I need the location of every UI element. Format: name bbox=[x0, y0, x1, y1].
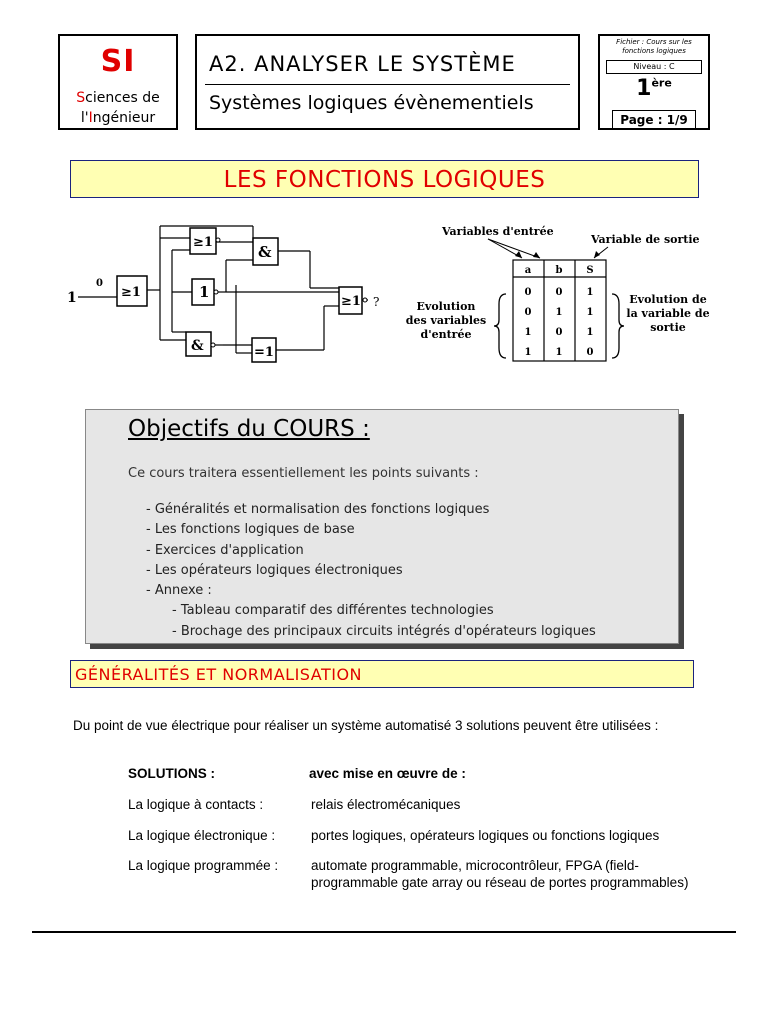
header-a: a bbox=[524, 265, 532, 276]
main-title: LES FONCTIONS LOGIQUES bbox=[70, 160, 699, 198]
row-4-b: 1 bbox=[555, 347, 563, 358]
solution-value: portes logiques, opérateurs logiques ou fonctions logiques bbox=[311, 828, 660, 843]
class-suffix: ère bbox=[651, 76, 672, 90]
objectives-box bbox=[85, 409, 679, 644]
objective-item: - Exercices d'application bbox=[146, 543, 304, 558]
output-value: ? bbox=[373, 295, 380, 309]
right-label-line-1: Evolution de bbox=[629, 293, 707, 306]
or-gate-2-label: ≥1 bbox=[193, 235, 213, 250]
row-1-b: 0 bbox=[555, 287, 563, 298]
xor-gate-label: =1 bbox=[254, 345, 274, 360]
meta-box bbox=[598, 34, 710, 130]
and-gate-2-label: & bbox=[191, 338, 204, 354]
logo-line-2 bbox=[60, 110, 176, 126]
logo-text-sciences: ciences de bbox=[85, 90, 160, 106]
header-s: S bbox=[586, 265, 594, 276]
class-label bbox=[600, 76, 708, 101]
inverter-bubble-1 bbox=[216, 238, 220, 242]
objective-subitem: - Brochage des principaux circuits intégrés d'opérateurs logiques bbox=[172, 624, 596, 639]
row-4-a: 1 bbox=[524, 347, 532, 358]
and-gate-1-label: & bbox=[258, 243, 272, 261]
solution-label: La logique programmée : bbox=[128, 858, 279, 873]
logo-text-l: l' bbox=[80, 110, 89, 126]
header-b: b bbox=[555, 265, 563, 276]
row-3-a: 1 bbox=[524, 327, 532, 338]
logic-gate-diagram bbox=[60, 220, 390, 370]
level-label: Niveau : C bbox=[606, 60, 702, 74]
inverter-bubble-out bbox=[363, 298, 367, 302]
objective-item: - Les opérateurs logiques électroniques bbox=[146, 563, 403, 578]
si-logo-box bbox=[58, 34, 178, 130]
row-3-b: 0 bbox=[555, 327, 563, 338]
row-2-b: 1 bbox=[555, 307, 563, 318]
row-3-s: 1 bbox=[586, 327, 594, 338]
left-label-line-3: d'entrée bbox=[420, 328, 472, 341]
row-1-a: 0 bbox=[524, 287, 532, 298]
logo-line-1 bbox=[60, 90, 176, 106]
solution-value: relais électromécaniques bbox=[311, 797, 461, 812]
solution-value-continued: programmable gate array ou réseau de portes programmables) bbox=[311, 875, 689, 890]
left-label-line-2: des variables bbox=[405, 314, 487, 327]
document-subtitle: Systèmes logiques évènementiels bbox=[209, 92, 534, 114]
file-label: Fichier : Cours sur les fonctions logiques bbox=[616, 38, 692, 55]
left-label-line-1: Evolution bbox=[416, 300, 476, 313]
inverter-bubble-2 bbox=[214, 290, 218, 294]
right-label-line-2: la variable de bbox=[626, 307, 710, 320]
objective-item: - Généralités et normalisation des fonctions logiques bbox=[146, 502, 490, 517]
objectives-intro: Ce cours traitera essentiellement les points suivants : bbox=[128, 466, 479, 481]
right-brace bbox=[612, 294, 624, 358]
objectives-title: Objectifs du COURS : bbox=[128, 416, 370, 442]
solution-label: La logique à contacts : bbox=[128, 797, 264, 812]
right-label-line-3: sortie bbox=[650, 321, 686, 334]
objective-item: - Les fonctions logiques de base bbox=[146, 522, 355, 537]
title-box bbox=[195, 34, 580, 130]
or-gate-1-label: ≥1 bbox=[121, 285, 141, 300]
output-var-label: Variable de sortie bbox=[591, 233, 700, 246]
input-vars-label: Variables d'entrée bbox=[442, 225, 554, 238]
truth-table-diagram bbox=[398, 220, 728, 370]
left-brace bbox=[494, 294, 506, 358]
page-label: Page : 1/9 bbox=[612, 110, 696, 130]
input-value: 1 bbox=[67, 290, 77, 306]
class-number: 1 bbox=[636, 76, 652, 101]
wire-value: 0 bbox=[96, 278, 103, 289]
or-gate-out-label: ≥1 bbox=[341, 294, 361, 309]
row-2-s: 1 bbox=[586, 307, 594, 318]
objective-item: - Annexe : bbox=[146, 583, 212, 598]
row-2-a: 0 bbox=[524, 307, 532, 318]
si-logo: SI bbox=[100, 44, 136, 79]
section-title: GÉNÉRALITÉS ET NORMALISATION bbox=[70, 660, 694, 688]
objective-subitem: - Tableau comparatif des différentes technologies bbox=[172, 603, 494, 618]
logo-initial-s: S bbox=[76, 90, 86, 106]
logo-initial-i: I bbox=[88, 110, 93, 126]
document-title: A2. ANALYSER LE SYSTÈME bbox=[209, 52, 516, 76]
row-4-s: 0 bbox=[586, 347, 594, 358]
implementation-header: avec mise en œuvre de : bbox=[309, 766, 466, 781]
inverter-bubble-3 bbox=[211, 343, 215, 347]
solution-value: automate programmable, microcontrôleur, FPGA (field- bbox=[311, 858, 639, 873]
solutions-header: SOLUTIONS : bbox=[128, 766, 215, 781]
title-divider bbox=[205, 84, 570, 85]
section-intro: Du point de vue électrique pour réaliser un système automatisé 3 solutions peuvent être utilisées : bbox=[73, 718, 659, 733]
logo-text-ingenieur: ngénieur bbox=[92, 110, 156, 126]
not-gate-label: 1 bbox=[199, 283, 210, 301]
solution-label: La logique électronique : bbox=[128, 828, 276, 843]
row-1-s: 1 bbox=[586, 287, 594, 298]
bottom-divider bbox=[32, 931, 736, 933]
